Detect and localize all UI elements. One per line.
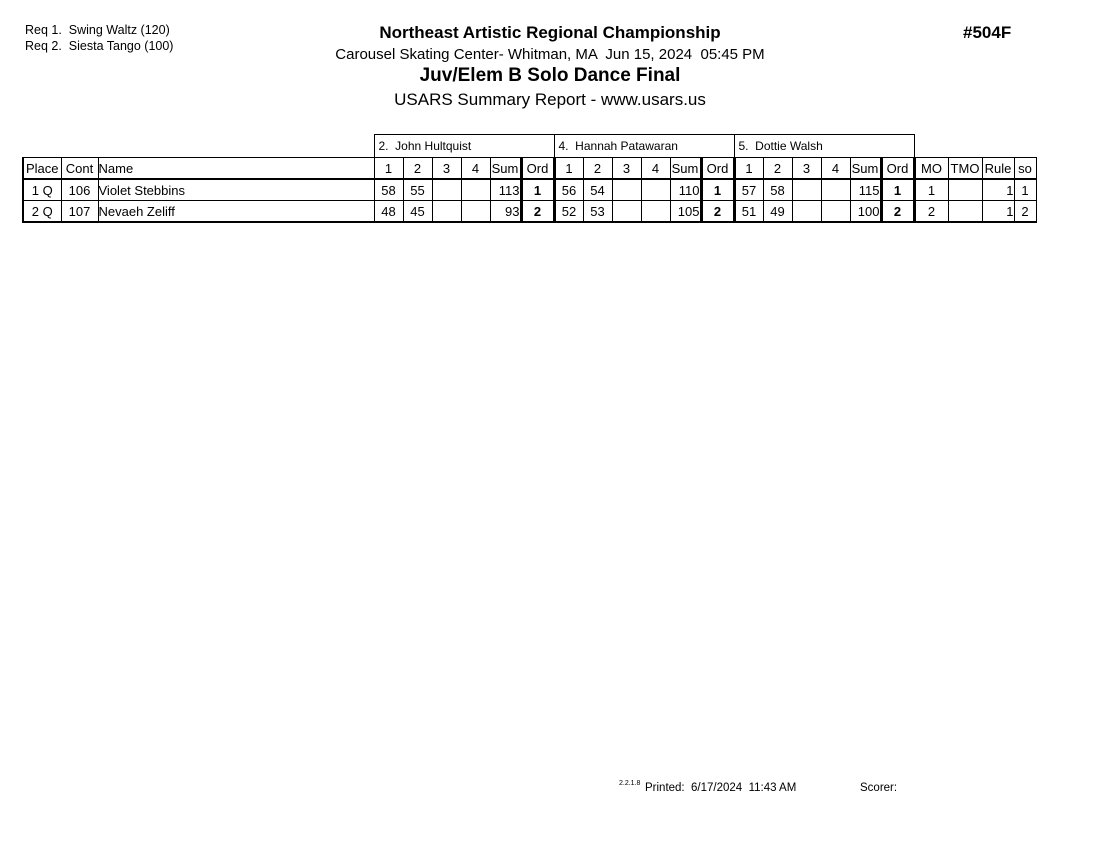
- mark-cell: [792, 179, 821, 201]
- col-header-ord: Ord: [701, 158, 734, 180]
- majority-ordinal-cell: 1: [914, 179, 948, 201]
- sum-cell: 93: [490, 201, 521, 223]
- column-header-row: [23, 158, 1036, 180]
- mark-cell: 49: [763, 201, 792, 223]
- mark-cell: [432, 179, 461, 201]
- col-header-mark4: 4: [821, 158, 850, 180]
- mark-cell: 54: [583, 179, 612, 201]
- requirement-line-1: Req 1. Swing Waltz (120): [25, 23, 170, 37]
- mark-cell: 53: [583, 201, 612, 223]
- col-header-sum: Sum: [850, 158, 881, 180]
- col-header-tmo: TMO: [948, 158, 982, 180]
- col-header-mark3: 3: [792, 158, 821, 180]
- mark-cell: 52: [554, 201, 583, 223]
- col-header-mark1: 1: [554, 158, 583, 180]
- event-title: Juv/Elem B Solo Dance Final: [419, 65, 681, 86]
- mark-cell: [461, 179, 490, 201]
- result-row: [23, 179, 1036, 201]
- col-header-mark3: 3: [432, 158, 461, 180]
- col-header-mark3: 3: [612, 158, 641, 180]
- col-header-ord: Ord: [521, 158, 554, 180]
- col-header-mark2: 2: [763, 158, 792, 180]
- col-header-mark2: 2: [403, 158, 432, 180]
- mark-cell: 57: [734, 179, 763, 201]
- judge-row-spacer-left: [23, 135, 374, 158]
- report-title: USARS Summary Report - www.usars.us: [394, 90, 706, 109]
- requirement-line-2: Req 2. Siesta Tango (100): [25, 39, 174, 53]
- judge-header-3: 5. Dottie Walsh: [734, 135, 914, 158]
- mark-cell: 56: [554, 179, 583, 201]
- championship-title: Northeast Artistic Regional Championship: [379, 23, 721, 42]
- sum-cell: 110: [670, 179, 701, 201]
- col-header-mark4: 4: [641, 158, 670, 180]
- venue-datetime: Carousel Skating Center- Whitman, MA Jun 15, 2024 05:45 PM: [335, 46, 765, 63]
- rule-cell: 1: [982, 201, 1014, 223]
- col-header-mark1: 1: [374, 158, 403, 180]
- ordinal-cell: 2: [521, 201, 554, 223]
- col-header-cont: Cont: [61, 158, 98, 180]
- mark-cell: 55: [403, 179, 432, 201]
- sum-cell: 105: [670, 201, 701, 223]
- mark-cell: [821, 179, 850, 201]
- judge-header-2: 4. Hannah Patawaran: [554, 135, 734, 158]
- mark-cell: 58: [374, 179, 403, 201]
- ordinal-cell: 2: [881, 201, 914, 223]
- printed-timestamp: Printed: 6/17/2024 11:43 AM: [645, 782, 797, 794]
- col-header-so: so: [1014, 158, 1036, 180]
- skateoff-cell: 2: [1014, 201, 1036, 223]
- col-header-name: Name: [98, 158, 374, 180]
- results-table: [22, 134, 1037, 223]
- col-header-rule: Rule: [982, 158, 1014, 180]
- mark-cell: [641, 179, 670, 201]
- ordinal-cell: 2: [701, 201, 734, 223]
- place-cell: 1 Q: [23, 179, 61, 201]
- rule-cell: 1: [982, 179, 1014, 201]
- mark-cell: 45: [403, 201, 432, 223]
- col-header-mark4: 4: [461, 158, 490, 180]
- col-header-place: Place: [23, 158, 61, 180]
- ordinal-cell: 1: [521, 179, 554, 201]
- sum-cell: 113: [490, 179, 521, 201]
- software-version: 2.2.1.8: [619, 780, 641, 787]
- col-header-mark1: 1: [734, 158, 763, 180]
- sum-cell: 100: [850, 201, 881, 223]
- mark-cell: [612, 201, 641, 223]
- place-cell: 2 Q: [23, 201, 61, 223]
- tmo-cell: [948, 179, 982, 201]
- mark-cell: [432, 201, 461, 223]
- ordinal-cell: 1: [881, 179, 914, 201]
- majority-ordinal-cell: 2: [914, 201, 948, 223]
- skater-name-cell: Violet Stebbins: [98, 179, 374, 201]
- contestant-number-cell: 106: [61, 179, 98, 201]
- col-header-mark2: 2: [583, 158, 612, 180]
- mark-cell: 58: [763, 179, 792, 201]
- skater-name-cell: Nevaeh Zeliff: [98, 201, 374, 223]
- mark-cell: [641, 201, 670, 223]
- mark-cell: 51: [734, 201, 763, 223]
- result-row: [23, 201, 1036, 223]
- col-header-mo: MO: [914, 158, 948, 180]
- mark-cell: [612, 179, 641, 201]
- judge-row-spacer-right: [914, 135, 1036, 158]
- col-header-sum: Sum: [670, 158, 701, 180]
- scorer-label: Scorer:: [860, 782, 898, 794]
- mark-cell: 48: [374, 201, 403, 223]
- event-number: #504F: [963, 23, 1012, 42]
- skateoff-cell: 1: [1014, 179, 1036, 201]
- ordinal-cell: 1: [701, 179, 734, 201]
- col-header-sum: Sum: [490, 158, 521, 180]
- tmo-cell: [948, 201, 982, 223]
- judge-header-1: 2. John Hultquist: [374, 135, 554, 158]
- sum-cell: 115: [850, 179, 881, 201]
- judge-header-row: [23, 135, 1036, 158]
- mark-cell: [461, 201, 490, 223]
- mark-cell: [792, 201, 821, 223]
- contestant-number-cell: 107: [61, 201, 98, 223]
- mark-cell: [821, 201, 850, 223]
- col-header-ord: Ord: [881, 158, 914, 180]
